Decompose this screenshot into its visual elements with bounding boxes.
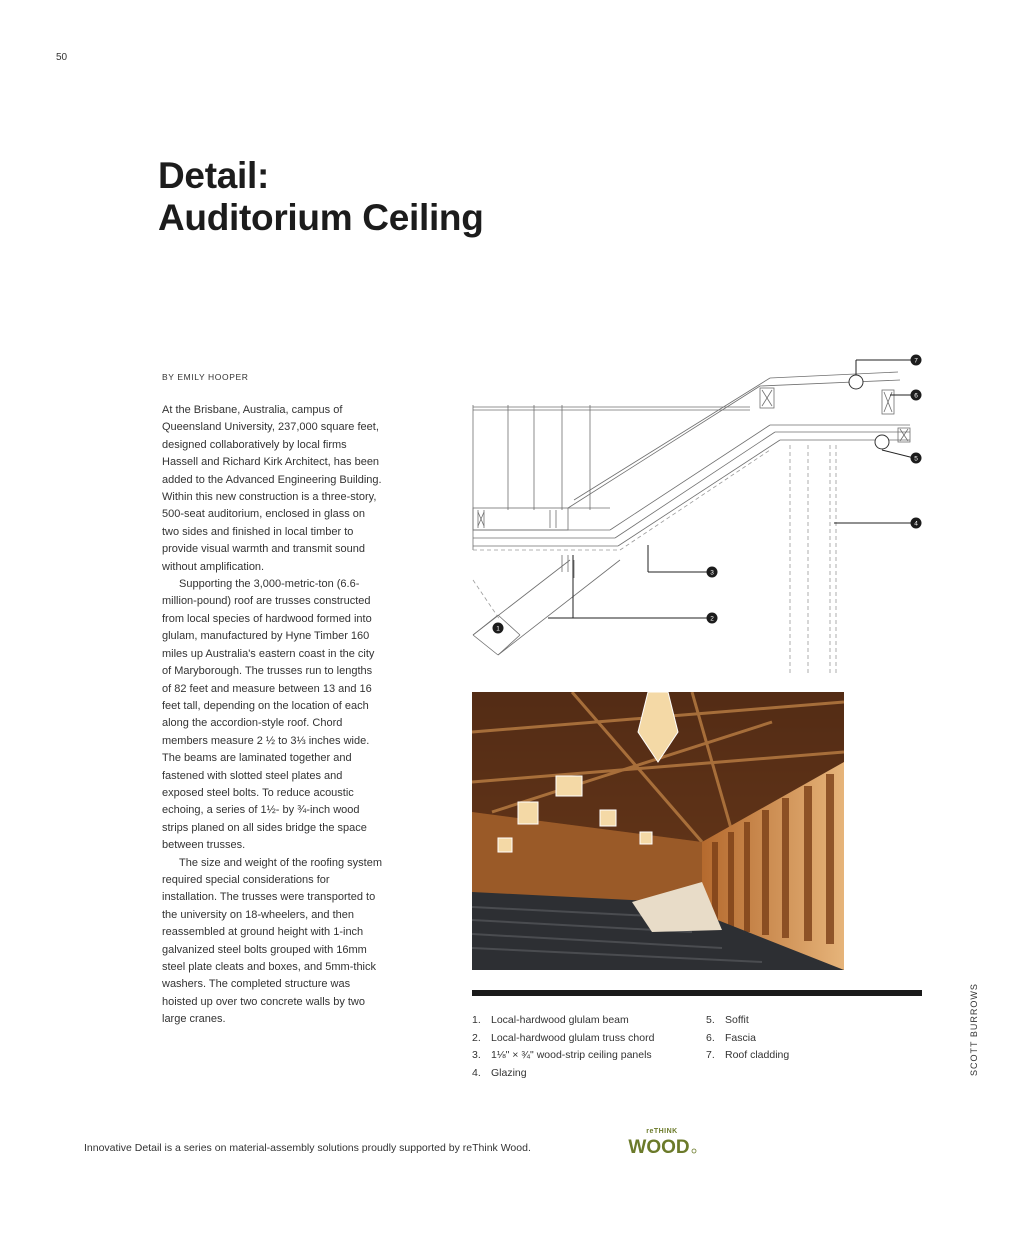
- svg-text:WOOD: WOOD: [628, 1137, 690, 1158]
- svg-text:1: 1: [496, 625, 500, 633]
- svg-text:5: 5: [914, 455, 918, 463]
- legend-column-1: [472, 1012, 654, 1082]
- rethink-wood-logo: [626, 1124, 698, 1158]
- body-paragraph-1: At the Brisbane, Australia, campus of Queensland University, 237,000 square feet, designed collaboratively by local firms Hassell and Richard Kirk Architect, has been added to the Advanced Engineering Building. Within this new construction is a three-story, 500-seat auditorium, enclosed in glass on two sides and finished in local timber to provide visual warmth and transmit sound without amplification.: [162, 404, 382, 573]
- byline: BY EMILY HOOPER: [162, 372, 249, 382]
- auditorium-photo: [472, 692, 844, 970]
- article-body: [162, 402, 384, 1029]
- svg-text:3: 3: [710, 569, 714, 577]
- legend-item: 7. Roof cladding: [706, 1049, 790, 1061]
- legend-item: 2. Local-hardwood glulam truss chord: [472, 1031, 655, 1044]
- svg-text:4: 4: [914, 520, 918, 528]
- legend-item: 6. Fascia: [706, 1031, 756, 1044]
- detail-circle-soffit: [875, 435, 889, 449]
- svg-text:6: 6: [914, 392, 918, 400]
- svg-text:reTHINK: reTHINK: [646, 1128, 678, 1135]
- ceiling-section-diagram: [470, 350, 930, 680]
- diagram-leaders: [548, 360, 914, 618]
- callout-2: [707, 613, 718, 624]
- legend-item: 1. Local-hardwood glulam beam: [472, 1014, 629, 1026]
- page-number: 50: [56, 52, 68, 63]
- callout-6: [911, 390, 922, 401]
- diagram-linework: [473, 372, 910, 655]
- legend-column-2: [706, 1012, 789, 1065]
- legend-item: 3. 1⅛" × ¾" wood-strip ceiling panels: [472, 1049, 652, 1061]
- detail-circle-roof: [849, 375, 863, 389]
- callout-4: [911, 518, 922, 529]
- diagram-hidden-lines: [473, 445, 836, 675]
- body-paragraph-2: Supporting the 3,000-metric-ton (6.6-million-pound) roof are trusses constructed from local species of hardwood formed into glulam, manufactured by Hyne Timber 160 miles up Australia's eastern coast in the city of Maryborough. The trusses run to lengths of 82 feet and measure between 13 and 16 feet tall, depending on the location of each along the accordion-style roof. Chord members measure 2 ½ to 3⅓ inches wide. The beams are laminated together and fastened with slotted steel plates and exposed steel bolts. To reduce acoustic echoing, a series of 1½- by ¾-inch wood strips planed on all sides bridge the space between trusses.: [162, 578, 375, 852]
- callout-7: [911, 355, 922, 366]
- legend-item: 4. Glazing: [472, 1066, 527, 1079]
- callout-3: [707, 567, 718, 578]
- body-paragraph-3: The size and weight of the roofing system required special considerations for installation. The trusses were transported to the university on 18-wheelers, and then reassembled at ground height with 1-inch galvanized steel bolts grouped with 16mm steel plate cleats and boxes, and 5mm-thick washers. The completed structure was hoisted up over two concrete walls by two large cranes.: [162, 856, 382, 1026]
- svg-text:2: 2: [710, 615, 714, 623]
- divider-rule: [472, 990, 922, 996]
- photo-credit: SCOTT BURROWS: [969, 983, 979, 1076]
- page-title: [158, 155, 484, 239]
- title-line-1: Detail:: [158, 155, 269, 196]
- title-line-2: Auditorium Ceiling: [158, 197, 484, 238]
- legend-item: 5. Soffit: [706, 1014, 749, 1026]
- callout-5: [911, 453, 922, 464]
- footer-note: Innovative Detail is a series on material-assembly solutions proudly supported by reThink Wood.: [84, 1142, 531, 1154]
- svg-text:7: 7: [914, 357, 918, 365]
- callout-1: [493, 623, 504, 634]
